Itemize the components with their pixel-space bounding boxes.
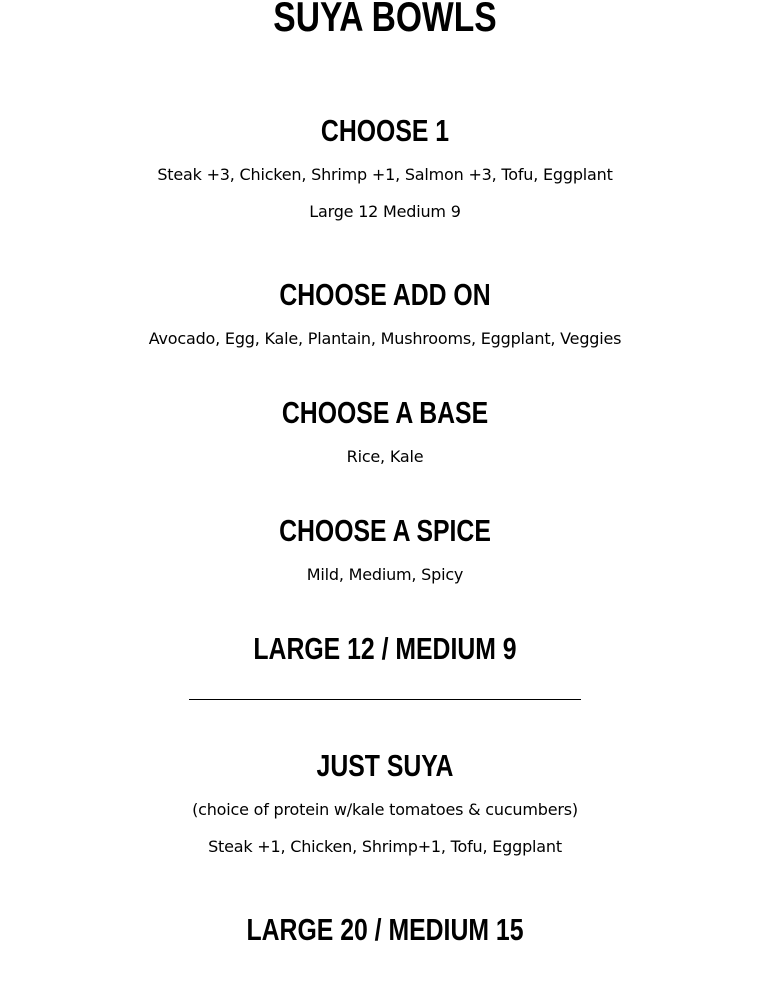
protein-size-prices: Large 12 Medium 9 — [309, 202, 461, 221]
section-heading-base: CHOOSE A BASE — [281, 395, 489, 430]
just-suya-protein-options: Steak +1, Chicken, Shrimp+1, Tofu, Eggplant — [208, 837, 562, 856]
section-heading-just-suya: JUST SUYA — [316, 748, 454, 783]
section-heading-add-on: CHOOSE ADD ON — [279, 277, 491, 312]
base-options: Rice, Kale — [346, 447, 424, 466]
bowls-price: LARGE 12 / MEDIUM 9 — [253, 631, 517, 666]
protein-options: Steak +3, Chicken, Shrimp +1, Salmon +3, Tofu, Eggplant — [157, 165, 613, 184]
just-suya-price: LARGE 20 / MEDIUM 15 — [246, 912, 524, 947]
menu-title: SUYA BOWLS — [273, 0, 497, 40]
section-divider — [189, 699, 581, 700]
spice-options: Mild, Medium, Spicy — [306, 565, 464, 584]
section-heading-spice: CHOOSE A SPICE — [279, 513, 491, 548]
just-suya-description: (choice of protein w/kale tomatoes & cucumbers) — [192, 800, 578, 819]
section-heading-choose-protein: CHOOSE 1 — [320, 113, 450, 148]
add-on-options: Avocado, Egg, Kale, Plantain, Mushrooms, Eggplant, Veggies — [148, 329, 622, 348]
